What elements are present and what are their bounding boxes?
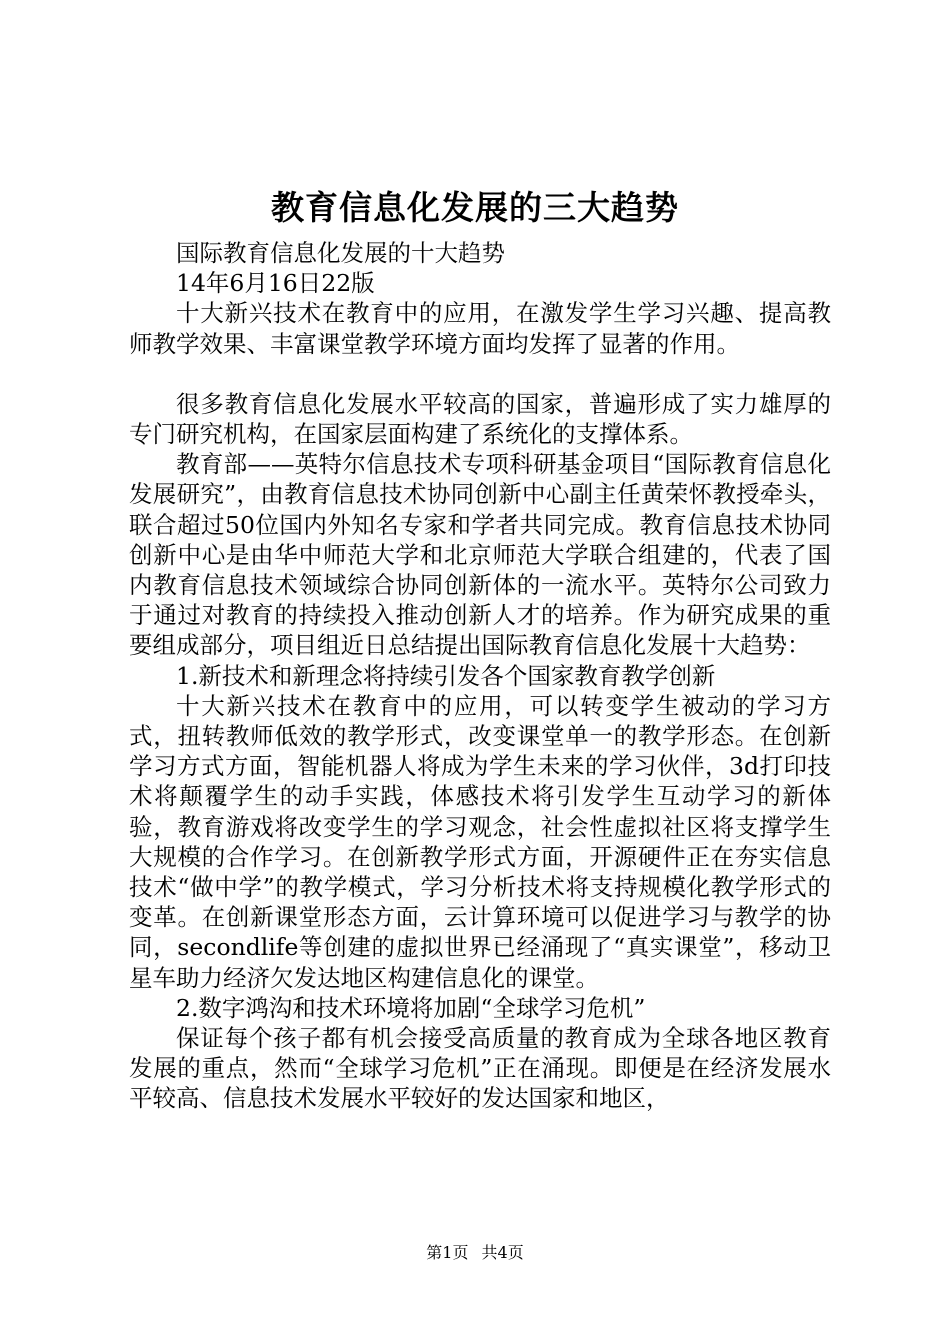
page-total: 共4页 <box>481 1243 524 1262</box>
paragraph-date: 14年6月16日22版 <box>176 269 375 298</box>
heading-trend-2: 2.数字鸿沟和技术环境将加剧“全球学习危机” <box>176 993 646 1022</box>
paragraph-project: 教育部——英特尔信息技术专项科研基金项目“国际教育信息化发展研究”，由教育信息技术协同创新中心副主任黄荣怀教授牵头，联合超过50位国内外知名专家和学者共同完成。教育信息技术协同创新中心是由华中师范大学和北京师范大学联合组建的，代表了国内教育信息技术领域综合协同创新体的一流水平。英特尔公司致力于通过对教育的持续投入推动创新人才的培养。作为研究成果的重要组成部分，项目组近日总结提出国际教育信息化发展十大趋势： <box>129 450 831 660</box>
page-number: 第1页 <box>426 1243 469 1262</box>
paragraph-source: 国际教育信息化发展的十大趋势 <box>176 239 505 267</box>
paragraph-trend-1: 十大新兴技术在教育中的应用，可以转变学生被动的学习方式，扭转教师低效的教学形式，改变课堂单一的教学形态。在创新学习方式方面，智能机器人将成为学生未来的学习伙伴，3d打印技术将颠覆学生的动手实践，体感技术将引发学生互动学习的新体验，教育游戏将改变学生的学习观念，社会性虚拟社区将支撑学生大规模的合作学习。在创新教学形式方面，开源硬件正在夯实信息技术“做中学”的教学模式，学习分析技术将支持规模化教学形式的变革。在创新课堂形态方面，云计算环境可以促进学习与教学的协同，secondlife等创建的虚拟世界已经涌现了“真实课堂”，移动卫星车助力经济欠发达地区构建信息化的课堂。 <box>129 691 831 992</box>
heading-trend-1: 1.新技术和新理念将持续引发各个国家教育教学创新 <box>176 661 716 690</box>
page-footer <box>0 1243 950 1263</box>
paragraph-intro: 十大新兴技术在教育中的应用，在激发学生学习兴趣、提高教师教学效果、丰富课堂教学环境方面均发挥了显著的作用。 <box>129 299 831 358</box>
paragraph-research-institutions: 很多教育信息化发展水平较高的国家，普遍形成了实力雄厚的专门研究机构，在国家层面构建了系统化的支撑体系。 <box>129 389 831 449</box>
document-title: 教育信息化发展的三大趋势 <box>271 188 679 227</box>
document-body <box>129 238 831 1114</box>
paragraph-trend-2: 保证每个孩子都有机会接受高质量的教育成为全球各地区教育发展的重点，然而“全球学习危机”正在涌现。即便是在经济发展水平较高、信息技术发展水平较好的发达国家和地区， <box>129 1024 831 1113</box>
